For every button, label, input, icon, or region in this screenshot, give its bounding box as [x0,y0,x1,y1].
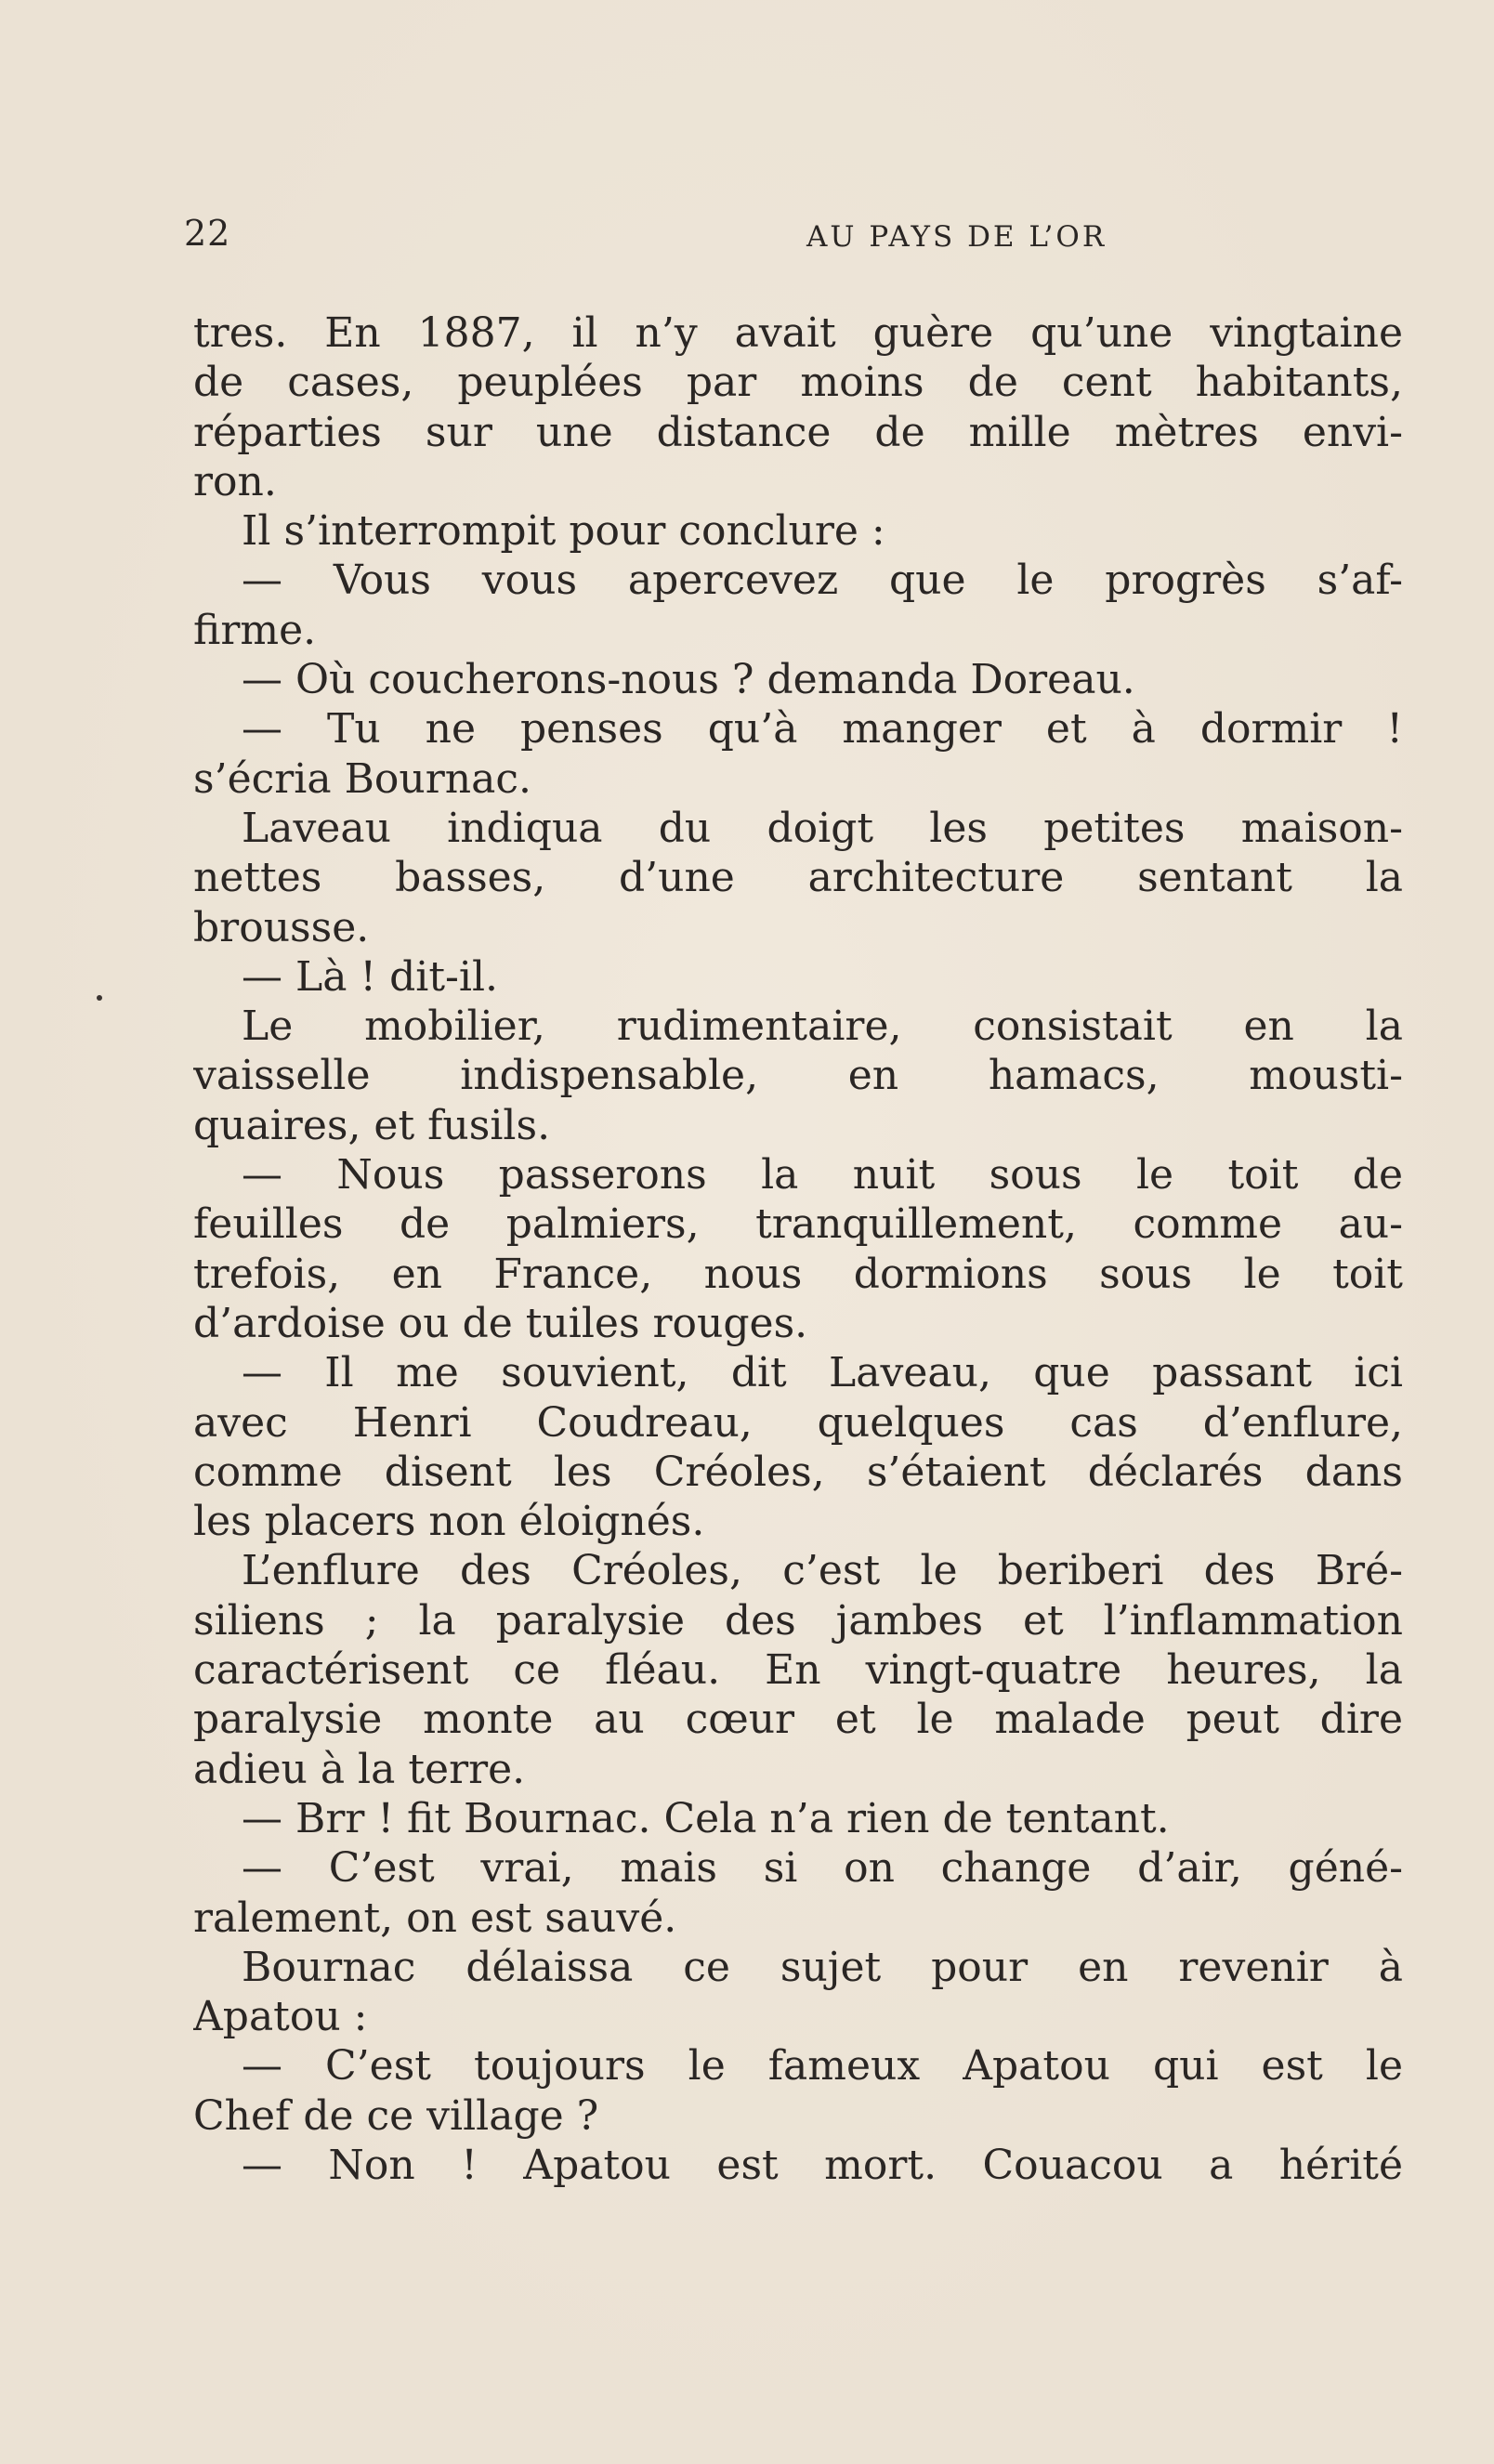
text-line: nettes basses, d’une architecture sentant la [193,854,1403,902]
text-line: — Là ! dit-il. [242,952,499,1001]
page-header [184,210,1405,256]
text-line: tres. En 1887, il n’y avait guère qu’une vingtaine [193,309,1403,357]
text-line: vaisselle indispensable, en hamacs, mousti- [193,1052,1403,1100]
text-line: caractérisent ce fléau. En vingt-quatre heures, la [193,1646,1403,1695]
text-line: réparties sur une distance de mille mètres envi- [193,408,1403,456]
text-line: — Non ! Apatou est mort. Couacou a hérité [242,2141,1403,2189]
text-line: firme. [193,606,317,654]
text-line: — Brr ! fit Bournac. Cela n’a rien de tentant. [242,1794,1170,1842]
text-line: feuilles de palmiers, tranquillement, comme au- [193,1200,1403,1249]
text-line: — Où coucherons-nous ? demanda Doreau. [242,656,1135,704]
text-line: — Il me souvient, dit Laveau, que passant ici [242,1349,1403,1397]
text-line: d’ardoise ou de tuiles rouges. [193,1299,808,1347]
text-line: de cases, peuplées par moins de cent habitants, [193,359,1403,407]
page-number: 22 [184,213,231,254]
text-line: comme disent les Créoles, s’étaient déclarés dans [193,1448,1403,1496]
text-line: Chef de ce village ? [193,2091,599,2140]
text-line: paralysie monte au cœur et le malade peut dire [193,1696,1403,1744]
text-line: Bournac délaissa ce sujet pour en revenir à [242,1943,1403,1991]
text-line: les placers non éloignés. [193,1498,705,1546]
text-line: — C’est toujours le fameux Apatou qui est le [242,2042,1403,2090]
text-line: — Vous vous apercevez que le progrès s’af- [242,557,1403,605]
body-text [193,308,1403,2190]
text-line: s’écria Bournac. [193,754,531,803]
text-line: siliens ; la paralysie des jambes et l’inflammation [193,1596,1403,1645]
text-line: Le mobilier, rudimentaire, consistait en la [242,1003,1403,1051]
text-line: brousse. [193,903,370,951]
text-line: trefois, en France, nous dormions sous le toit [193,1250,1403,1298]
text-line: — Tu ne penses qu’à manger et à dormir ! [242,705,1403,754]
text-line: ralement, on est sauvé. [193,1894,677,1942]
text-line: — C’est vrai, mais si on change d’air, géné- [242,1844,1403,1893]
text-line: — Nous passerons la nuit sous le toit de [242,1151,1403,1199]
text-line: Il s’interrompit pour conclure : [242,507,885,556]
running-title: AU PAYS DE L’OR [806,220,1107,254]
text-line: adieu à la terre. [193,1745,526,1793]
text-line: Laveau indiqua du doigt les petites maison- [242,804,1403,852]
text-line: ron. [193,457,277,505]
text-line: L’enflure des Créoles, c’est le beriberi des Bré- [242,1547,1403,1595]
text-line: avec Henri Coudreau, quelques cas d’enflure, [193,1398,1403,1447]
text-line: Apatou : [193,1993,368,2041]
text-line: quaires, et fusils. [193,1101,551,1149]
margin-ink-dot [97,995,102,1001]
